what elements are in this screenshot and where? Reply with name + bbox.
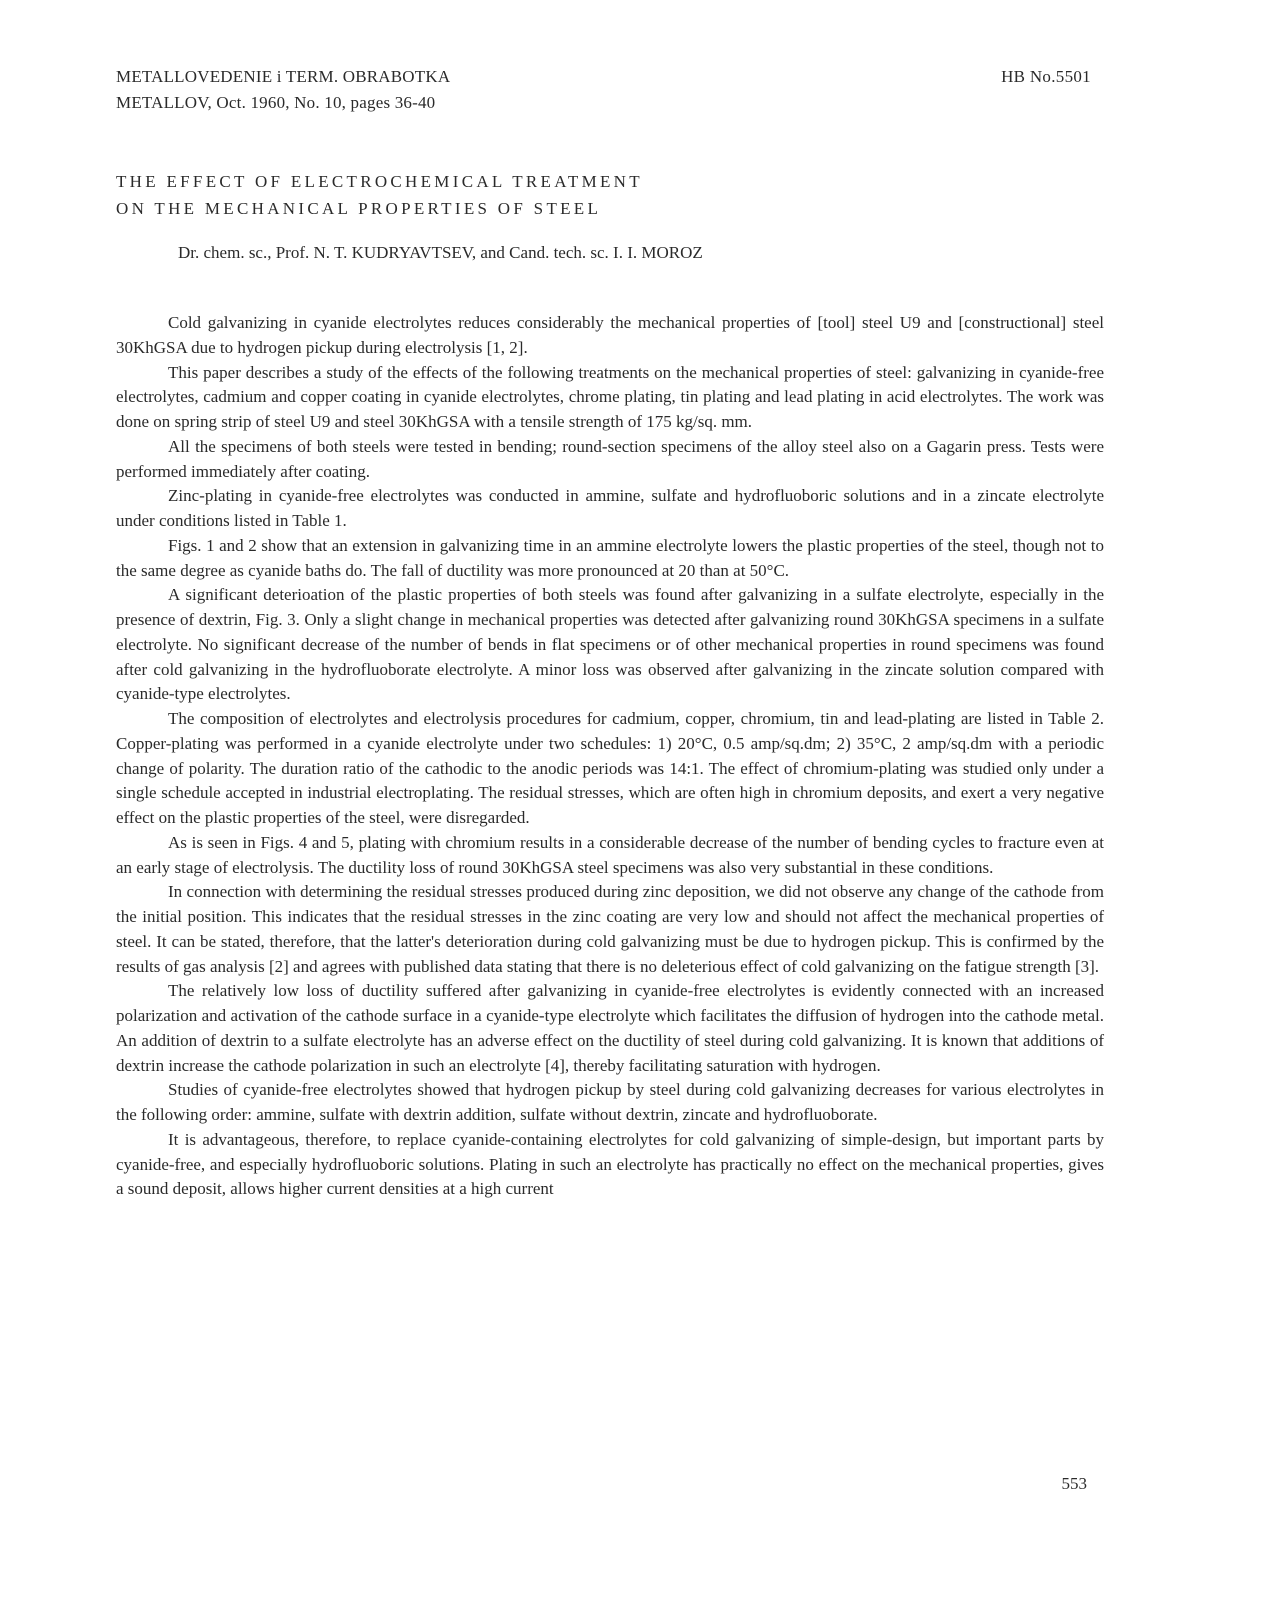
paragraph: All the specimens of both steels were tested in bending; round-section specimens of the alloy steel also on a Gagarin press. Tests were performed immediately after coating.: [116, 436, 1104, 481]
paragraph: Studies of cyanide-free electrolytes showed that hydrogen pickup by steel during cold galvanizing decreases for various electrolytes in the following order: ammine, sulfate with dextrin addition, sulfate without dextrin, zincate and hydrofluoborate.: [116, 1080, 1104, 1124]
paragraph: A significant deterioation of the plastic properties of both steels was found after galvanizing in a sulfate electrolyte, especially in the presence of dextrin, Fig. 3. Only a slight change in mechanical properties was detected after galvanizing round 30KhGSA specimens in a sulfate electrolyte. No significant decrease of the number of bends in flat specimens or of other mechanical properties in round specimens was found after cold galvanizing in the hydrofluoborate electrolyte. A minor loss was observed after galvanizing in the zincate solution compared with cyanide-type electrolytes.: [116, 585, 1104, 704]
paragraph: As is seen in Figs. 4 and 5, plating with chromium results in a considerable decrease of the number of bending cycles to fracture even at an early stage of electrolysis. The ductility loss of round 30KhGSA steel specimens was also very substantial in these conditions.: [116, 832, 1104, 877]
journal-citation: [116, 64, 450, 116]
paragraph: It is advantageous, therefore, to replace cyanide-containing electrolytes for cold galvanizing of simple-design, but important parts by cyanide-free, and especially hydrofluoboric solutions. Plating in such an electrolyte has practically no effect on the mechanical properties, gives a sound deposit, allows higher current densities at a high current: [116, 1129, 1104, 1199]
article-body: [116, 311, 1104, 1202]
paragraph: In connection with determining the residual stresses produced during zinc deposition, we did not observe any change of the cathode from the initial position. This indicates that the residual stresses in the zinc coating are very low and should not affect the mechanical properties of steel. It can be stated, therefore, that the latter's deterioration during cold galvanizing must be due to hydrogen pickup. This is confirmed by the results of gas analysis [2] and agrees with published data stating that there is no deleterious effect of cold galvanizing on the fatigue strength [3].: [116, 882, 1104, 976]
title-line-1: THE EFFECT OF ELECTROCHEMICAL TREATMENT: [116, 172, 643, 191]
page-number: 553: [1061, 1474, 1087, 1493]
journal-name-line: METALLOVEDENIE i TERM. OBRABOTKA: [116, 67, 451, 86]
paragraph: The relatively low loss of ductility suffered after galvanizing in cyanide-free electrolytes is evidently connected with an increased polarization and activation of the cathode surface in a cyanide-type electrolyte which facilitates the diffusion of hydrogen into the cathode metal. An addition of dextrin to a sulfate electrolyte has an adverse effect on the ductility of steel during cold galvanizing. It is known that additions of dextrin increase the cathode polarization in such an electrolyte [4], thereby facilitating saturation with hydrogen.: [116, 981, 1104, 1075]
title-line-2: ON THE MECHANICAL PROPERTIES OF STEEL: [116, 199, 602, 218]
article-title: [116, 168, 643, 222]
paragraph: Cold galvanizing in cyanide electrolytes reduces considerably the mechanical properties of [tool] steel U9 and [constructional] steel 30KhGSA due to hydrogen pickup during electrolysis [1, 2].: [116, 313, 1104, 357]
authors-line: Dr. chem. sc., Prof. N. T. KUDRYAVTSEV, and Cand. tech. sc. I. I. MOROZ: [178, 243, 703, 262]
journal-issue-line: METALLOV, Oct. 1960, No. 10, pages 36-40: [116, 93, 436, 112]
paragraph: Zinc-plating in cyanide-free electrolytes was conducted in ammine, sulfate and hydrofluoboric solutions and in a zincate electrolyte under conditions listed in Table 1.: [116, 486, 1104, 530]
paragraph: The composition of electrolytes and electrolysis procedures for cadmium, copper, chromium, tin and lead-plating are listed in Table 2. Copper-plating was performed in a cyanide electrolyte under two schedules: 1) 20°C, 0.5 amp/sq.dm; 2) 35°C, 2 amp/sq.dm with a periodic change of polarity. The duration ratio of the cathodic to the anodic periods was 14:1. The effect of chromium-plating was studied only under a single schedule accepted in industrial electroplating. The residual stresses, which are often high in chromium deposits, and exert a very negative effect on the plastic properties of the steel, were disregarded.: [116, 709, 1104, 827]
paragraph: This paper describes a study of the effects of the following treatments on the mechanical properties of steel: galvanizing in cyanide-free electrolytes, cadmium and copper coating in cyanide electrolytes, chrome plating, tin plating and lead plating in acid electrolytes. The work was done on spring strip of steel U9 and steel 30KhGSA with a tensile strength of 175 kg/sq. mm.: [116, 362, 1104, 431]
paragraph: Figs. 1 and 2 show that an extension in galvanizing time in an ammine electrolyte lowers the plastic properties of the steel, though not to the same degree as cyanide baths do. The fall of ductility was more pronounced at 20 than at 50°C.: [116, 535, 1104, 580]
reference-number: HB No.5501: [1001, 67, 1091, 86]
